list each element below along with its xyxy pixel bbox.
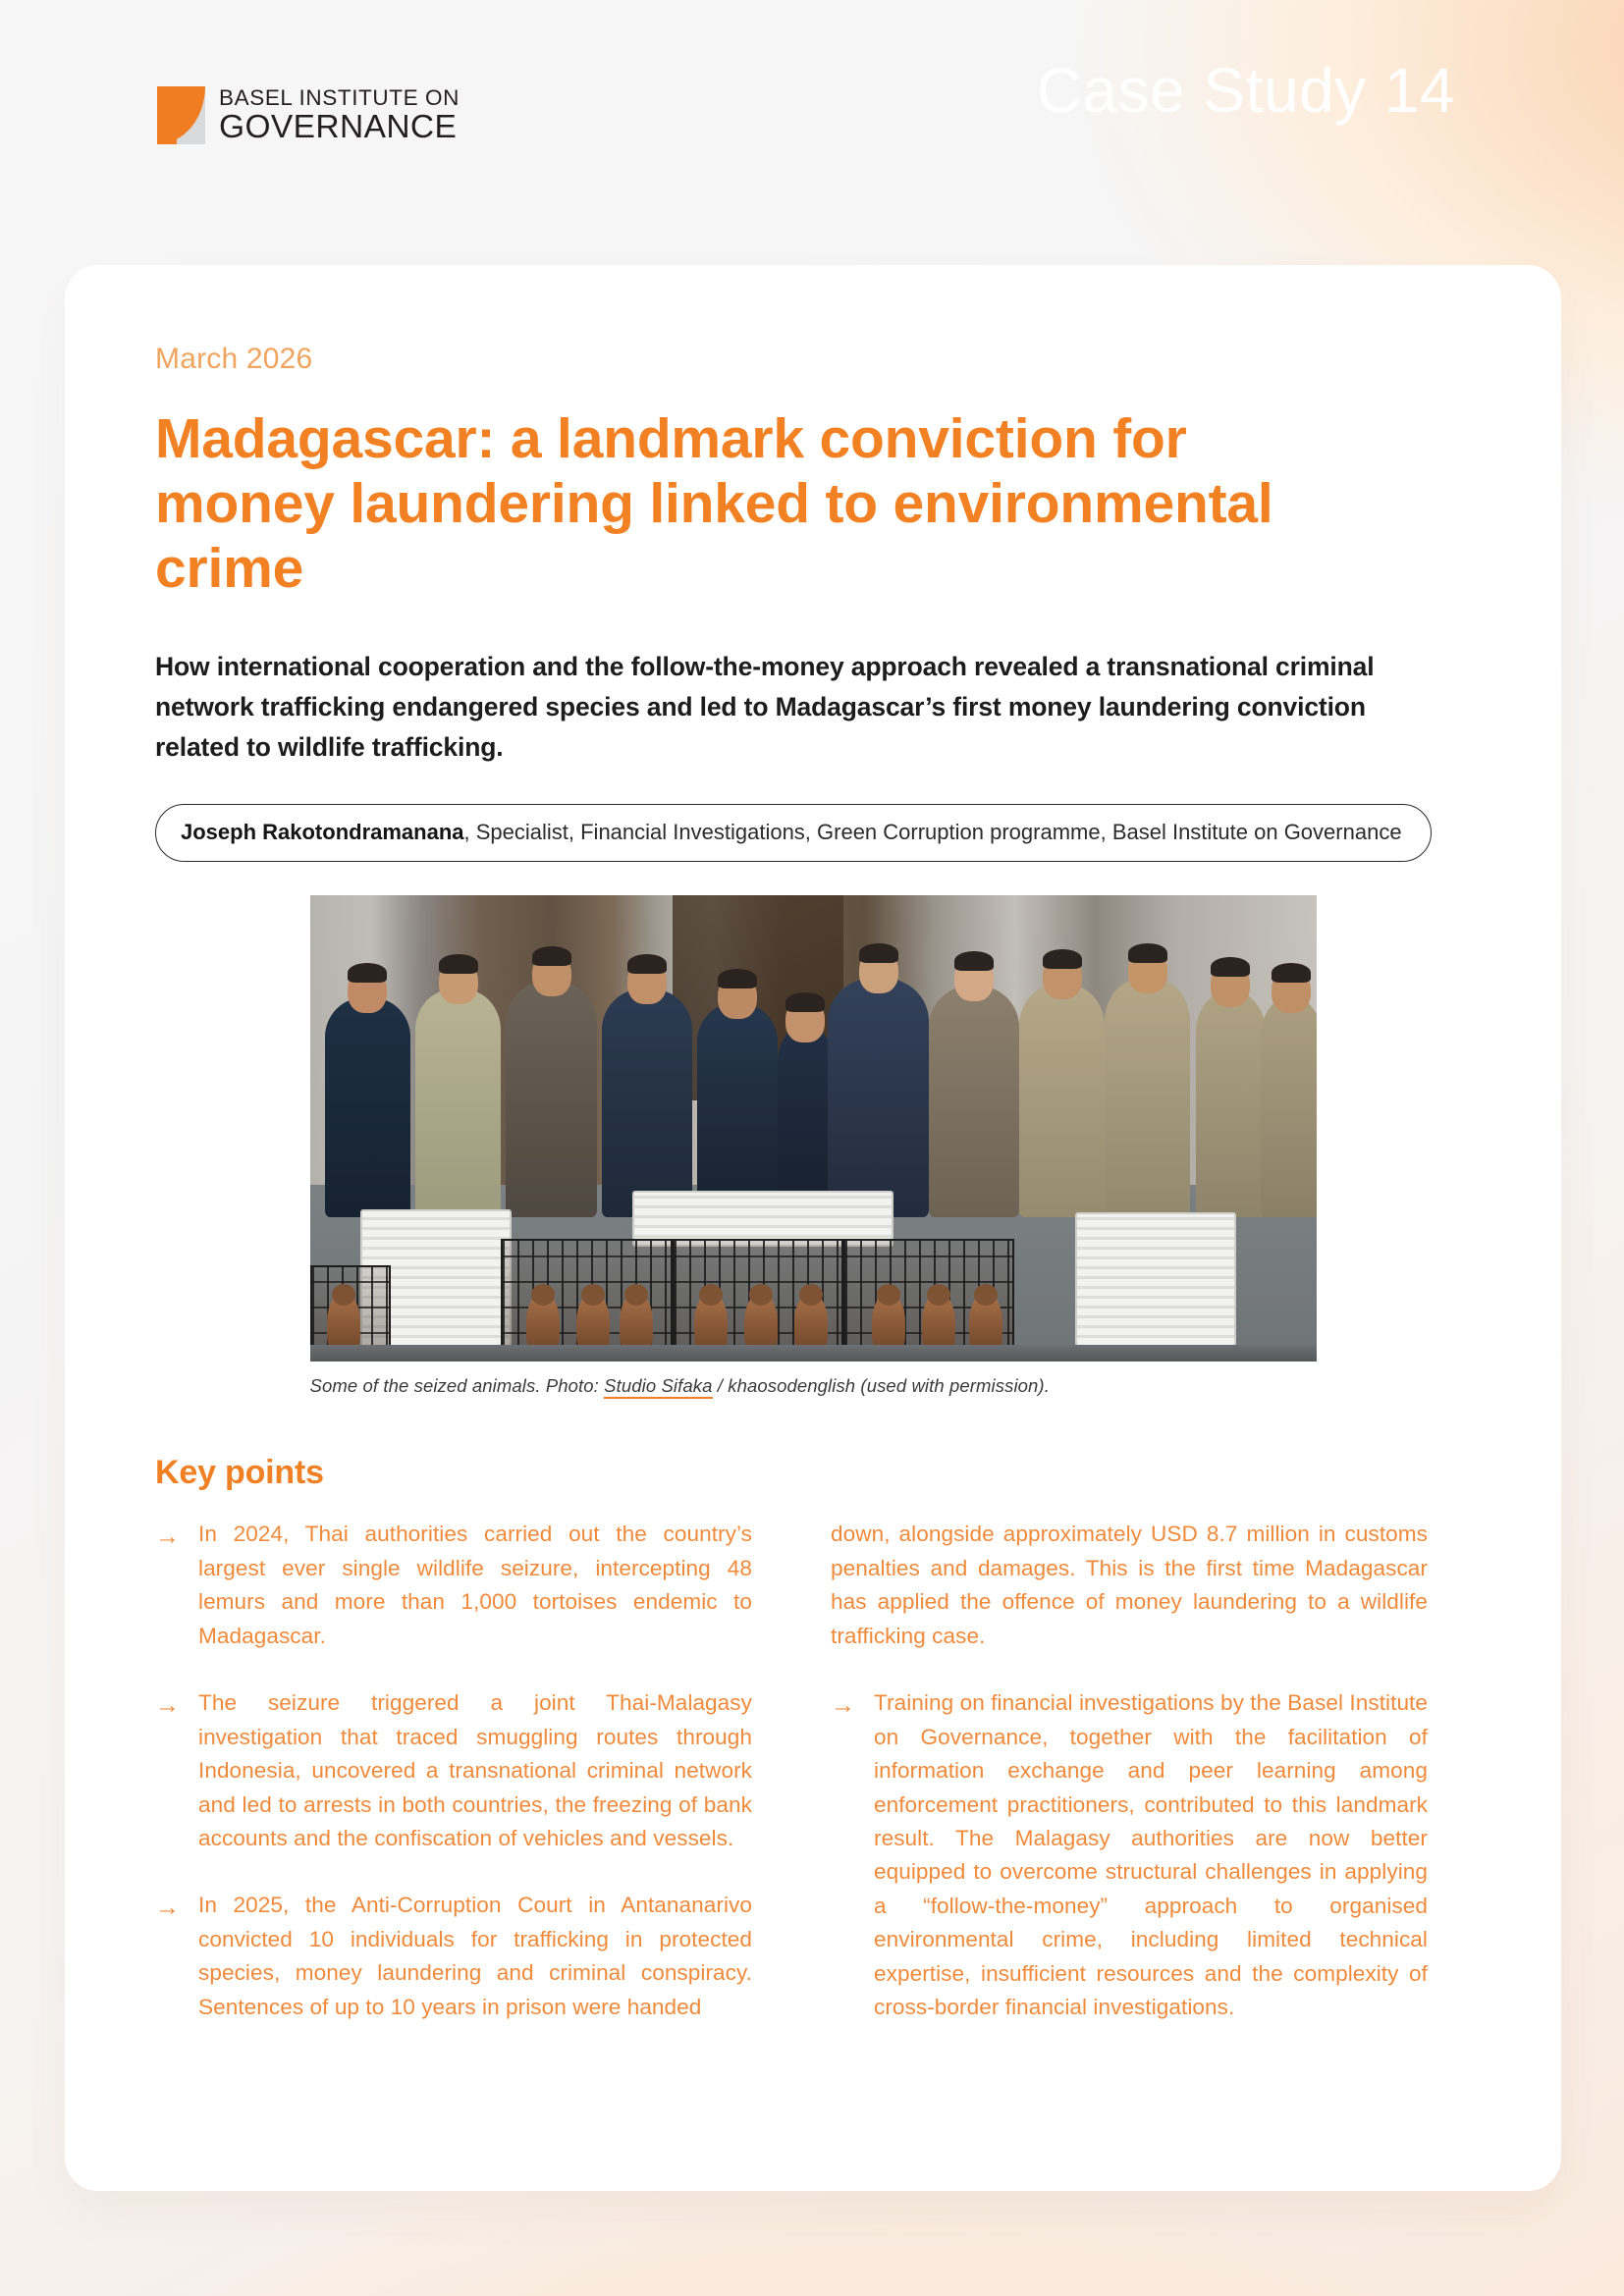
photo-floor [310, 1345, 1317, 1362]
key-points-left-column [155, 1518, 752, 2024]
caption-prefix: Some of the seized animals. Photo: [309, 1375, 605, 1397]
photo-officials-row [310, 929, 1317, 1218]
author-byline [155, 804, 1432, 862]
basel-institute-logo[interactable] [157, 86, 460, 144]
photo-crates-and-cages [310, 1175, 1317, 1362]
basel-shield-logo-icon [157, 86, 205, 144]
key-points-right-column [831, 1518, 1428, 2024]
logo-wordmark [219, 84, 460, 145]
photo-crate [1075, 1212, 1236, 1347]
key-point-item [155, 1889, 752, 2024]
logo-line-2: GOVERNANCE [219, 109, 458, 145]
arrow-right-icon: → [155, 1894, 180, 1922]
author-name: Joseph Rakotondramanana [181, 820, 464, 845]
logo-line-1: BASEL INSTITUTE ON [219, 84, 460, 110]
author-details: , Specialist, Financial Investigations, Green Corruption programme, Basel Institute on Governance [463, 820, 1402, 845]
publication-date: March 2026 [155, 343, 313, 375]
key-point-continuation-text: down, alongside approximately USD 8.7 million in customs penalties and damages. This is the first time Madagascar has applied the offence of money laundering to a wildlife trafficking case. [831, 1522, 1428, 1648]
caption-source-link[interactable]: Studio Sifaka [604, 1375, 712, 1399]
key-points-columns [155, 1518, 1471, 2024]
photo-cage [501, 1239, 672, 1362]
arrow-right-icon: → [155, 1691, 180, 1720]
key-point-text: The seizure triggered a joint Thai-Malagasy investigation that traced smuggling routes through Indonesia, uncovered a transnational criminal network and led to arrests in both countries, the freezing of bank accounts and the confiscation of vehicles and vessels. [198, 1690, 752, 1850]
figure [155, 895, 1471, 1397]
seizure-photo [310, 895, 1317, 1362]
key-points-section [155, 1454, 1471, 2024]
key-point-text: In 2024, Thai authorities carried out the country’s largest ever single wildlife seizure, intercepting 48 lemurs and more than 1,000 tortoises endemic to Madagascar. [198, 1522, 752, 1648]
arrow-right-icon: → [155, 1522, 180, 1551]
card-inner [155, 343, 1471, 2025]
key-point-continuation [831, 1518, 1428, 1653]
key-point-item [155, 1686, 752, 1855]
page-subtitle: How international cooperation and the follow-the-money approach revealed a transnational criminal network trafficking endangered species and led to Madagascar’s first money laundering conviction related to wildlife trafficking. [155, 652, 1375, 762]
arrow-right-icon: → [831, 1691, 855, 1720]
photo-cage [843, 1239, 1014, 1362]
key-point-item [155, 1518, 752, 1653]
key-point-text: Training on financial investigations by the Basel Institute on Governance, together with the facilitation of information exchange and peer learning among enforcement practitioners, contributed to this landmark result. The Malagasy authorities are now better equipped to overcome structural challenges in applying a “follow-the-money” approach to organised environmental crime, including limited technical expertise, insufficient resources and the complexity of cross-border financial investigations. [874, 1690, 1428, 2020]
page-title: Madagascar: a landmark conviction for money laundering linked to environmental crime [155, 407, 1273, 600]
caption-suffix: / khaosodenglish (used with permission). [712, 1375, 1050, 1397]
photo-cage [673, 1239, 843, 1362]
case-study-label: Case Study 14 [1036, 55, 1455, 126]
key-point-item [831, 1686, 1428, 2025]
page-header [0, 0, 1624, 260]
figure-caption [310, 1375, 1317, 1397]
key-points-heading: Key points [155, 1454, 324, 1492]
content-card [65, 265, 1561, 2191]
key-point-text: In 2025, the Anti-Corruption Court in Antananarivo convicted 10 individuals for trafficking in protected species, money laundering and criminal conspiracy. Sentences of up to 10 years in prison were handed [198, 1893, 752, 2019]
